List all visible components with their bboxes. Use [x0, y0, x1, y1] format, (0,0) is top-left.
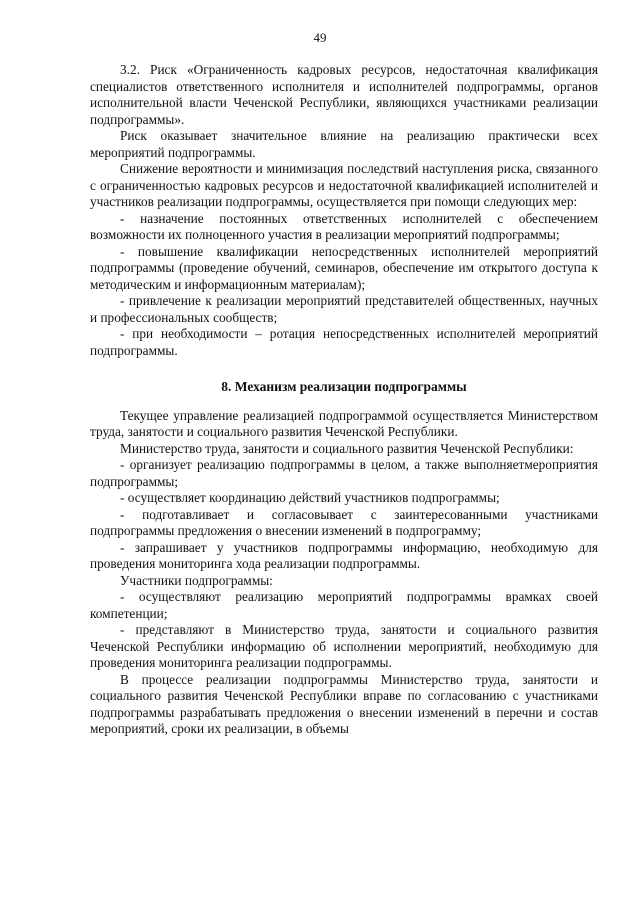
mechanism-section: [90, 408, 598, 738]
risk-section: [90, 62, 598, 359]
list-item: - назначение постоянных ответственных исполнителей с обеспечением возможности их полноценного участия в реализации мероприятий подпрограммы;: [90, 210, 598, 242]
section-heading: 8. Механизм реализации подпрограммы: [221, 379, 467, 394]
paragraph: Министерство труда, занятости и социального развития Чеченской Республики:: [120, 440, 574, 456]
list-item: - осуществляет координацию действий участников подпрограммы;: [120, 490, 500, 505]
list-item: - повышение квалификации непосредственных исполнителей мероприятий подпрограммы (проведение обучений, семинаров, обеспечение им открытого доступа к методическим и информационным материалам);: [90, 243, 598, 292]
risk-measures-intro: Снижение вероятности и минимизация последствий наступления риска, связанного с ограниченностью кадровых ресурсов и недостаточной квалификацией исполнителей и участников реализации подпрограммы, осуществляется при помощи следующих мер:: [90, 161, 598, 209]
paragraph: В процессе реализации подпрограммы Министерство труда, занятости и социального развития Чеченской Республики вправе по согласованию с участниками подпрограммы разрабатывать предложения о внесении изменений в перечни и состав мероприятий, сроки их реализации, в объемы: [90, 671, 598, 736]
page-content: [90, 62, 598, 738]
list-item: - осуществляют реализацию мероприятий подпрограммы врамках своей компетенции;: [90, 589, 598, 621]
list-item: - подготавливает и согласовывает с заинтересованными участниками подпрограммы предложения о внесении изменений в подпрограмму;: [90, 506, 598, 538]
paragraph: Участники подпрограммы:: [120, 572, 273, 588]
paragraph: Текущее управление реализацией подпрограммой осуществляется Министерством труда, занятости и социального развития Чеченской Республики.: [90, 407, 598, 439]
list-item: - представляют в Министерство труда, занятости и социального развития Чеченской Республики информацию об исполнении мероприятий, необходимую для проведения мониторинга реализации подпрограммы.: [90, 622, 598, 670]
list-item: - привлечение к реализации мероприятий представителей общественных, научных и профессиональных сообществ;: [90, 293, 598, 325]
list-item: - запрашивает у участников подпрограммы информацию, необходимую для проведения мониторинга хода реализации подпрограммы.: [90, 539, 598, 571]
list-item: - при необходимости – ротация непосредственных исполнителей мероприятий подпрограммы.: [90, 326, 598, 358]
risk-title-paragraph: 3.2. Риск «Ограниченность кадровых ресурсов, недостаточная квалификация специалистов ответственного исполнителя и исполнителей подпрограммы, органов исполнительной власти Чеченской Республики, являющихся участниками реализации подпрограммы».: [90, 62, 598, 127]
page-number: 49: [313, 30, 327, 45]
list-item: - организует реализацию подпрограммы в целом, а также выполняетмероприятия подпрограммы;: [90, 457, 598, 489]
risk-impact-paragraph: Риск оказывает значительное влияние на реализацию практически всех мероприятий подпрограммы.: [90, 128, 598, 160]
